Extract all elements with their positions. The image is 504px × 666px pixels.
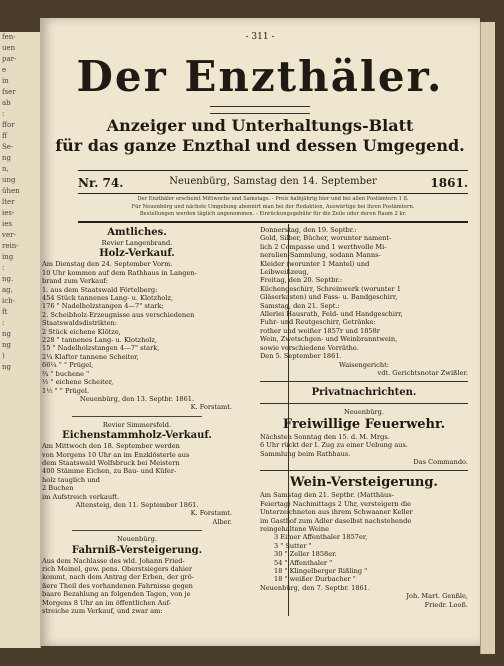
text-line: Fuhr- und Reutgeschirr, Getränke: — [260, 318, 376, 327]
oak-sale-text — [42, 442, 232, 501]
separator — [260, 403, 468, 404]
text-line: rich Meinel, gew. pens. Oberstsiegers dahier — [42, 565, 193, 573]
wine-auction-text — [260, 491, 468, 533]
text-line: Am Dienstag den 24. September Vorm. — [42, 260, 173, 269]
subtitle-line-2: für das ganze Enzthal und dessen Umgegend. — [55, 136, 465, 155]
text-line: 2. Scheibholz-Erzeugnisse aus verschiedenen — [42, 310, 195, 319]
adjacent-text-line: ng — [2, 341, 11, 349]
adjacent-text-line: lter — [2, 198, 15, 206]
wine-list-item: 18 " weißer Durbacher " — [274, 575, 356, 584]
text-line: sowie verschiedene Vorräthe. — [260, 343, 359, 352]
fire-brigade-signature: Das Commando. — [413, 457, 468, 466]
subtitle-line-1: Anzeiger und Unterhaltungs-Blatt — [106, 116, 414, 135]
issue-date: Neuenbürg, Samstag den 14. September — [169, 176, 377, 187]
estate-auction-text — [42, 557, 232, 616]
text-line: brand zum Verkauf: — [42, 277, 108, 286]
wood-sale-text — [42, 260, 232, 395]
text-line: Sammlung beim Rathhaus. — [260, 449, 351, 458]
wine-auction-date: Neuenbürg, den 7. Septbr. 1861. — [260, 583, 370, 592]
text-line: Staatswaldsdistrikten: — [42, 319, 117, 328]
text-line: Leibweißzeug, — [260, 268, 309, 277]
text-line: Samstag, den 21. Sept.: — [260, 301, 340, 310]
issue-line — [78, 176, 468, 190]
ornament-divider — [210, 106, 310, 114]
text-line: Gläserkasten) und Fass- u. Bandgeschirr, — [260, 293, 398, 302]
text-line: reingehaltene Weine — [260, 524, 330, 533]
text-line: 2 Stück eichene Klötze, — [42, 327, 121, 336]
text-line: von Morgens 10 Uhr an im Enzklösterle aus — [42, 450, 190, 459]
adjacent-text-line: ng — [2, 363, 11, 371]
text-line: 176 " Nadelholzstangen 4—7" stark; — [42, 302, 164, 311]
adjacent-text-line: ver- — [2, 231, 16, 239]
wine-list-item: 3 Eimer Affenthaler 1857er, — [274, 533, 368, 542]
adjacent-page-strip — [0, 32, 41, 648]
oak-sale-signature: K. Forstamt. — [190, 509, 232, 518]
header-rule-top — [78, 170, 468, 171]
text-line: 10 Uhr kommen auf dem Rathhaus in Langen- — [42, 268, 197, 277]
adjacent-text-line: ühen — [2, 187, 20, 195]
text-line: Am Mittwoch den 18. September werden — [42, 442, 180, 451]
notice-line: Für Neuenbürg und nächste Umgebung abonnirt man bei der Redaktion, Auswärtige bei ihren Postämtern. — [131, 203, 415, 210]
newspaper-page — [40, 18, 480, 646]
adjacent-text-line: ich- — [2, 297, 16, 305]
adjacent-text-line: ies — [2, 220, 12, 228]
adjacent-text-line: n, — [2, 165, 9, 173]
text-line: dem Staatswald Wolfsbruck bei Meistern — [42, 458, 180, 467]
adjacent-text-line: par- — [2, 55, 17, 63]
adjacent-text-line: ag, — [2, 286, 13, 294]
masthead: Der Enzthäler. — [76, 52, 444, 101]
adjacent-text-line: e — [2, 66, 7, 74]
wine-signature-1: Joh. Mart. Genßle, — [406, 592, 468, 601]
adjacent-text-line: : — [2, 319, 5, 327]
oak-sale-signature-name: Alber. — [212, 517, 232, 526]
text-line: Donnerstag, den 19. Septbr.: — [260, 226, 357, 234]
separator — [260, 470, 468, 471]
text-line: 228 " tannenes Lang- u. Klotzholz, — [42, 336, 157, 345]
issue-year: 1861. — [430, 176, 468, 190]
page-number: - 311 - — [245, 32, 275, 42]
section-heading-official: Amtliches. — [107, 227, 167, 238]
adjacent-text-line: ing — [2, 253, 14, 261]
wine-signature-2: Friedr. Looß. — [424, 600, 468, 609]
book-edge — [480, 22, 495, 654]
header-rule-mid — [78, 193, 468, 194]
adjacent-text-line: fen- — [2, 33, 16, 41]
text-line: Unterzeichneten aus ihrem Schwaaner Keller — [260, 508, 413, 517]
adjacent-text-line: fser — [2, 88, 16, 96]
text-line: baare Bezahlung an folgenden Tagen, von je — [42, 590, 191, 599]
adjacent-text-line: uen — [2, 44, 16, 52]
place-name: Neuenbürg. — [116, 535, 157, 544]
right-column — [260, 226, 468, 609]
text-line: 2¼ Klafter tannene Scheiter, — [42, 352, 139, 361]
text-line: 2 Buchen — [42, 484, 74, 493]
adjacent-text-line: ng — [2, 330, 11, 338]
text-line: ¾ " buchene " — [42, 369, 90, 378]
wine-list-item: 3 " Sutter " — [274, 541, 312, 550]
adjacent-text-line: Se- — [2, 143, 14, 151]
wood-sale-title: Holz-Verkauf. — [99, 248, 175, 260]
adjacent-text-line: ung — [2, 176, 16, 184]
estate-auction-continued — [260, 226, 468, 352]
text-line: Morgens 8 Uhr an im öffentlichen Auf- — [42, 598, 172, 607]
text-line: Küchengeschirr, Schreinwerk (worunter 1 — [260, 284, 401, 293]
text-line: lich 2 Compasse und 1 werthvolle Mi- — [260, 242, 387, 251]
place-name: Neuenbürg. — [343, 408, 384, 417]
notice-line: Der Enzthäler erscheint Mittwochs und Samstags. - Preis halbjährig hier und bei allen Postämtern 1 fl. — [137, 196, 409, 202]
adjacent-text-line: ffor — [2, 121, 15, 129]
oak-sale-date: Altensteig, den 11. September 1861. — [75, 500, 199, 509]
text-line: Wein, Zwetschgen- und Weinbranntwein, — [260, 335, 398, 344]
adjacent-text-line: ies- — [2, 209, 15, 217]
auction-signature: vdt. Gerichtsnotar Zwißler. — [377, 368, 468, 377]
office-name: Revier Simmersfeld. — [102, 420, 172, 429]
notice-line: Bestellungen werden täglich angenommen. - Einrückungsgebühr für die Zeile oder deren Raum 2 kr. — [139, 211, 407, 218]
subscription-notice — [78, 196, 468, 219]
wine-list-item: 18 " Klingelberger Rißling " — [274, 567, 368, 575]
section-heading-private: Privatnachrichten. — [311, 387, 417, 399]
text-line: streiche zum Verkauf, und zwar am: — [42, 607, 163, 616]
text-line: 1. aus dem Staatswald Förtelberg: — [42, 285, 158, 294]
text-line: Nächsten Sonntag den 15. d. M. Mrgs. — [260, 432, 390, 441]
text-line: Feiertag) Nachmittags 2 Uhr, versteigern die — [260, 499, 412, 508]
left-column — [42, 226, 232, 615]
adjacent-text-line: ff — [2, 132, 7, 140]
text-line: rother und weißer 1857r und 1858r — [260, 326, 380, 335]
text-line: 6 Uhr rückt der I. Zug zu einer Uebung aus. — [260, 441, 408, 450]
text-line: Gold, Silber, Bücher, worunter nament- — [260, 234, 392, 243]
adjacent-text-line: ng. — [2, 275, 14, 283]
estate-auction-title: Fahrniß-Versteigerung. — [71, 544, 203, 556]
adjacent-text-line: : — [2, 264, 5, 272]
fire-brigade-title: Freiwillige Feuerwehr. — [282, 416, 446, 432]
office-name: Revier Langenbrand. — [101, 239, 173, 247]
wine-list-item: 54 " Affenthaler " — [274, 558, 333, 567]
header-rule-bottom — [78, 221, 468, 223]
adjacent-text-line: rein- — [2, 242, 19, 250]
adjacent-text-line: ab — [2, 99, 11, 107]
text-line: Freitag, den 20. Septbr.: — [260, 276, 343, 285]
text-line: holz tauglich und — [42, 475, 100, 484]
wood-sale-date: Neuenbürg, den 13. Septbr. 1861. — [79, 394, 195, 403]
adjacent-text-line: ) — [2, 352, 5, 360]
text-line: 400 Stämme Eichen, zu Bau- und Küfer- — [42, 467, 177, 476]
text-line: 15 " Nadelholzstangen 4—7" stark, — [42, 344, 160, 353]
separator — [72, 416, 202, 417]
separator — [260, 381, 468, 382]
fire-brigade-text — [260, 433, 468, 458]
text-line: im Gasthof zum Adler daselbst nachstehende — [260, 516, 412, 525]
text-line: Kleider (worunter 1 Mantel) und — [260, 259, 370, 268]
text-line: im Aufstreich verkauft. — [42, 492, 120, 501]
auction-date: Den 5. September 1861. — [260, 352, 342, 361]
text-line: Allerlei Hausrath, Feld- und Handgeschirr, — [260, 310, 403, 319]
issue-number: Nr. 74. — [78, 176, 124, 190]
text-line: ½ " eichene Scheiter, — [42, 378, 114, 387]
text-line: 1½ " " Prügel. — [42, 386, 90, 395]
text-line: ßere Theil des vorhandenen Fahrnisse gegen — [42, 581, 193, 590]
text-line: neralien-Sammlung, sodann Manns- — [260, 251, 381, 260]
oak-sale-title: Eichenstammholz-Verkauf. — [62, 430, 212, 442]
wine-list-item: 30 " Zeller 1858er. — [274, 550, 337, 559]
text-line: Aus dem Nachlasse des wld. Johann Fried- — [42, 556, 185, 565]
wood-sale-signature: K. Forstamt. — [190, 403, 232, 412]
adjacent-text-line: ng — [2, 154, 11, 162]
text-line: kommt, nach dem Antrag der Erben, der grö- — [42, 573, 194, 582]
separator — [72, 530, 202, 531]
wine-auction-title: Wein-Versteigerung. — [290, 475, 438, 491]
text-line: 66¼ " " Prügel, — [42, 361, 94, 370]
wine-list — [260, 533, 468, 583]
auction-office: Waisengericht: — [339, 360, 389, 369]
adjacent-text-line: : — [2, 110, 5, 118]
text-line: 454 Stück tannenes Lang- u. Klotzholz, — [42, 294, 174, 303]
adjacent-text-line: in — [2, 77, 9, 85]
text-line: Am Samstag den 21. Septbr. (Matthäus- — [260, 491, 394, 500]
adjacent-text-line: ft — [2, 308, 8, 316]
